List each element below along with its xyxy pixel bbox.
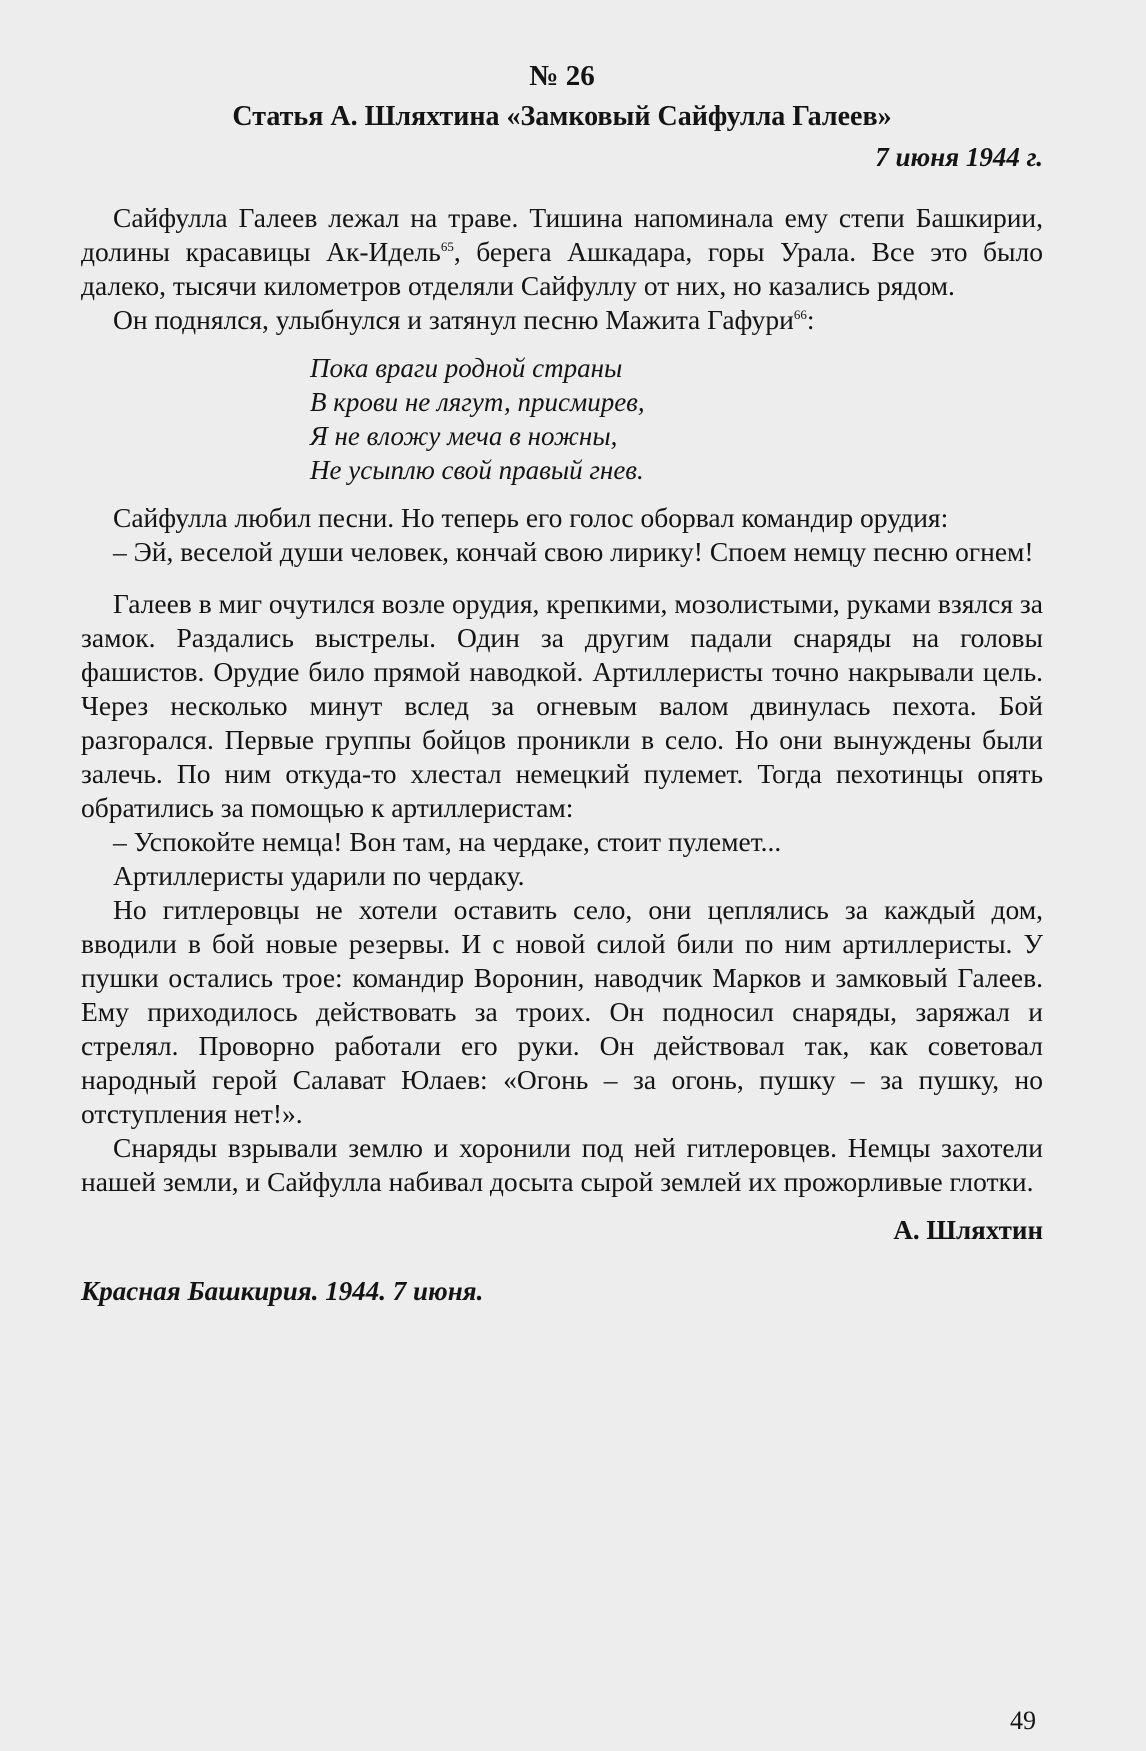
paragraph: – Эй, веселой души человек, кончай свою лирику! Споем немцу песню огнем!: [113, 536, 1034, 567]
spacer: [81, 569, 1043, 587]
page-number: 49: [1010, 1706, 1036, 1735]
poem-line: Я не вложу меча в ножны,: [310, 421, 618, 451]
paragraph: Сайфулла Галеев лежал на траве. Тишина напоминала ему степи Башкирии, долины красавицы Ак-Идель$^{65}$, берега Ашкадара, горы Урала. Все это было далеко, тысячи километров отделяли Сайфуллу от них, но казались рядом.: [81, 202, 1044, 301]
article-title: Статья А. Шляхтина «Замковый Сайфулла Галеев»: [232, 101, 892, 132]
paragraph: Сайфулла любил песни. Но теперь его голос оборвал командир орудия:: [113, 502, 949, 533]
poem-line: Пока враги родной страны: [310, 353, 623, 383]
paragraph: Снаряды взрывали землю и хоронили под ней гитлеровцев. Немцы захотели нашей земли, и Сайфулла набивал досыта сырой землей их прожорливые глотки.: [81, 1132, 1043, 1197]
document-number: № 26: [529, 60, 595, 92]
footnote-ref: 66: [793, 306, 807, 322]
paragraph: – Успокойте немца! Вон там, на чердаке, стоит пулемет...: [113, 826, 782, 857]
paragraph: Артиллеристы ударили по чердаку.: [113, 860, 525, 891]
source-citation: Красная Башкирия. 1944. 7 июня.: [81, 1276, 484, 1306]
document-content: [81, 58, 1043, 1335]
footnote-ref: 65: [440, 238, 454, 254]
poem-line: В крови не лягут, присмирев,: [310, 387, 645, 417]
article-body: [81, 201, 1043, 1199]
poem-quote: [310, 351, 1043, 487]
author-signature: А. Шляхтин: [893, 1215, 1043, 1245]
paragraph: Галеев в миг очутился возле орудия, крепкими, мозолистыми, руками взялся за замок. Раздались выстрелы. Один за другим падали снаряды на головы фашистов. Орудие било прямой наводкой. Артиллеристы точно накрывали цель. Через несколько минут вслед за огневым валом двинулась пехота. Бой разгорался. Первые группы бойцов проникли в село. Но они вынуждены были залечь. По ним откуда-то хлестал немецкий пулемет. Тогда пехотинцы опять обратились за помощью к артиллеристам:: [81, 588, 1043, 823]
paragraph: Но гитлеровцы не хотели оставить село, они цеплялись за каждый дом, вводили в бой новые резервы. И с новой силой били по ним артиллеристы. У пушки остались трое: командир Воронин, наводчик Марков и замковый Галеев. Ему приходилось действовать за троих. Он подносил снаряды, заряжал и стрелял. Проворно работали его руки. Он действовал так, как советовал народный герой Салават Юлаев: «Огонь – за огонь, пушку – за пушку, но отступления нет!».: [81, 894, 1043, 1129]
paragraph: Он поднялся, улыбнулся и затянул песню Мажита Гафури$^{66}$:: [113, 304, 815, 335]
article-date: 7 июня 1944 г.: [875, 142, 1043, 172]
poem-line: Не усыплю свой правый гнев.: [310, 455, 644, 485]
